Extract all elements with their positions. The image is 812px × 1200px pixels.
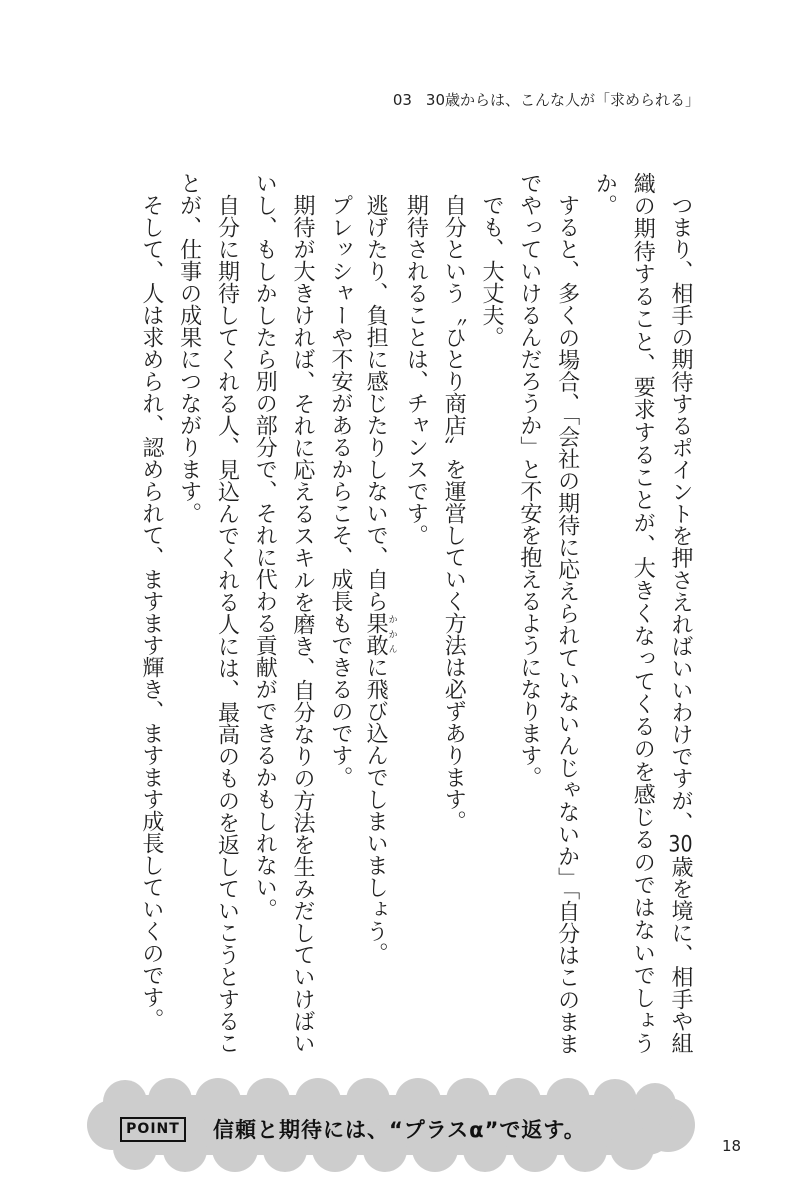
- text-column: か。: [592, 172, 618, 216]
- cloud-bump: [593, 1079, 637, 1123]
- ruby-reading: かかん: [386, 612, 397, 656]
- running-head: [393, 90, 700, 110]
- ruby-base: 果敢: [363, 612, 389, 656]
- text-column: とが、仕事の成果につながります。: [176, 172, 202, 524]
- text-segment: 歳を境に、相手や組: [668, 855, 693, 1054]
- page-number: 18: [722, 1137, 742, 1155]
- text-column: [359, 172, 397, 1054]
- text-column: いし、もしかしたら別の部分で、それに代わる貢献ができるかもしれない。: [252, 172, 278, 920]
- text-segment: に飛び込んでしまいましょう。: [363, 656, 389, 964]
- cloud-bump: [610, 1126, 654, 1170]
- text-column: [661, 172, 699, 1054]
- chapter-title: 30歳からは、こんな人が「求められる」: [425, 91, 700, 109]
- text-column: そして、人は求められ、認められて、ますます輝き、ますます成長していくのです。: [138, 194, 164, 1030]
- cloud-bump: [634, 1083, 676, 1125]
- text-number: 30: [668, 833, 693, 856]
- text-column: 織の期待すること、要求することが、大きくなってくるのを感じるのではないでしょう: [630, 172, 656, 1055]
- ruby-annotation: [363, 612, 397, 656]
- point-text: 信頼と期待には、“プラスα”で返す。: [213, 1118, 586, 1142]
- text-column: プレッシャーや不安があるからこそ、成長もできるのです。: [327, 194, 353, 788]
- text-column: 自分という〝ひとり商店〟を運営していく方法は必ずあります。: [441, 194, 467, 832]
- text-column: すると、多くの場合、「会社の期待に応えられていないんじゃないか」「自分はこのまま: [554, 194, 580, 1054]
- text-column: 期待されることは、チャンスです。: [403, 194, 429, 546]
- chapter-number: 03: [392, 91, 412, 109]
- text-column: 自分に期待してくれる人、見込んでくれる人には、最高のものを返していこうとするこ: [214, 194, 240, 1054]
- text-column: でやっていけるんだろうか」と不安を抱えるようになります。: [516, 172, 542, 788]
- text-segment: 逃げたり、負担に感じたりしないで、自ら: [363, 194, 389, 612]
- body-text: [132, 172, 699, 1054]
- cloud-bump: [148, 1078, 192, 1122]
- text-column: でも、大丈夫。: [479, 194, 505, 348]
- text-segment: つまり、相手の期待するポイントを押さえればいいわけですが、: [668, 194, 693, 834]
- point-label: POINT: [120, 1117, 186, 1142]
- text-column: 期待が大きければ、それに応えるスキルを磨き、自分なりの方法を生みだしていけばい: [290, 194, 316, 1054]
